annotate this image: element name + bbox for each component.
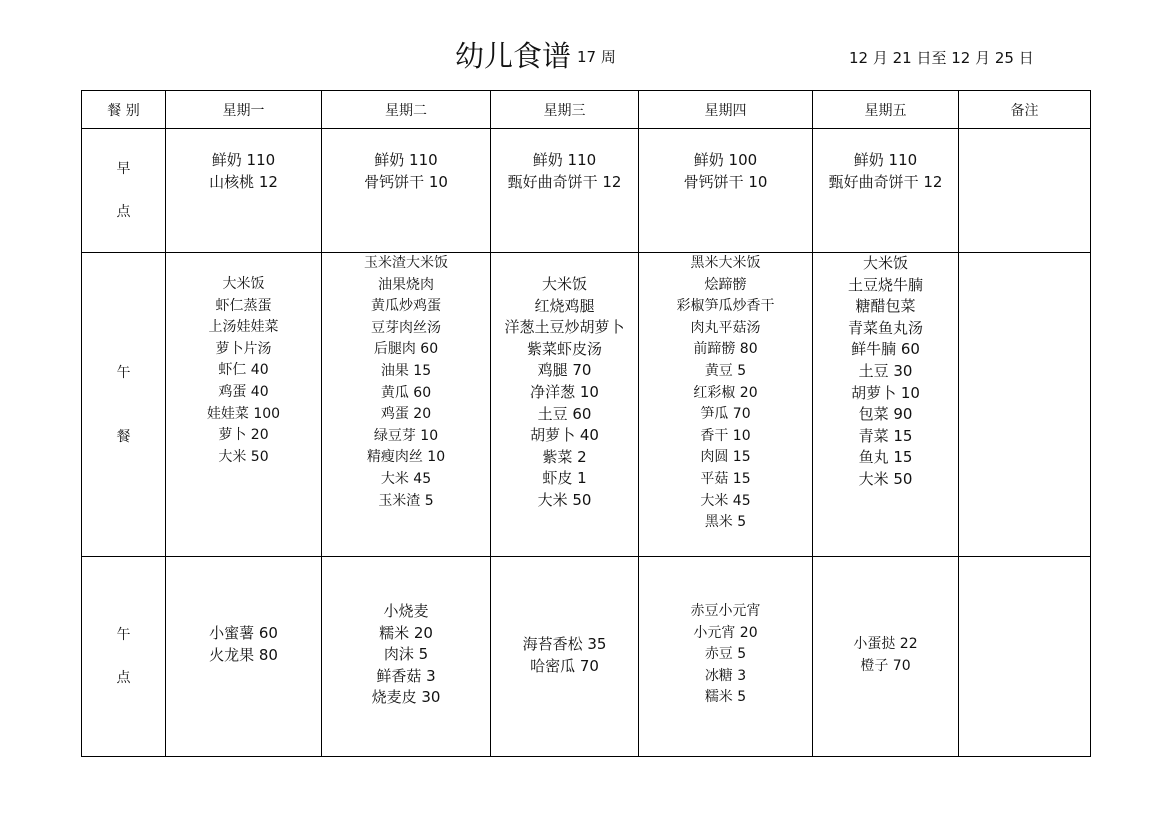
menu-item: 大米饭 — [541, 275, 587, 293]
menu-list — [684, 150, 768, 193]
menu-item: 橙子 70 — [860, 657, 911, 674]
menu-item: 黑米大米饭 — [690, 255, 761, 271]
menu-item: 玉米渣大米饭 — [364, 255, 448, 271]
menu-item: 精瘦肉丝 10 — [366, 449, 446, 466]
menu-item: 大米 45 — [700, 492, 751, 509]
meal-char: 午 — [116, 626, 131, 643]
menu-item: 小蜜薯 60 — [209, 624, 278, 642]
menu-cell — [491, 557, 639, 757]
menu-item: 冰糖 3 — [704, 667, 747, 684]
menu-item: 鲜奶 110 — [532, 151, 597, 169]
menu-item: 骨钙饼干 10 — [683, 172, 768, 191]
menu-item: 大米 45 — [380, 470, 432, 487]
menu-item: 萝卜 20 — [218, 427, 269, 444]
menu-item: 黄豆 5 — [704, 362, 747, 379]
meal-char: 餐 — [116, 428, 131, 445]
menu-item: 油果烧肉 — [378, 276, 434, 293]
menu-item: 甄好曲奇饼干 12 — [828, 172, 943, 191]
meal-char: 早 — [116, 160, 131, 177]
menu-item: 糯米 5 — [704, 689, 747, 706]
menu-item: 鲜奶 110 — [211, 151, 276, 169]
menu-item: 青菜鱼丸汤 — [847, 318, 923, 337]
menu-item: 前蹄髈 80 — [693, 341, 758, 358]
menu-cell — [813, 557, 959, 757]
menu-list — [504, 274, 624, 512]
menu-cell — [639, 129, 813, 253]
menu-item: 鲜奶 110 — [374, 151, 438, 169]
menu-item: 后腿肉 60 — [373, 341, 439, 358]
table-row — [82, 253, 1091, 557]
menu-list — [848, 253, 923, 491]
menu-item: 海苔香松 35 — [522, 635, 607, 653]
menu-item: 鲜奶 110 — [853, 151, 918, 169]
menu-list — [372, 601, 441, 709]
menu-list — [364, 253, 448, 512]
menu-item: 鲜香菇 3 — [376, 666, 436, 685]
menu-item: 鲜奶 100 — [693, 151, 758, 169]
menu-item: 绿豆芽 10 — [373, 427, 439, 444]
menu-item: 甄好曲奇饼干 12 — [507, 172, 622, 191]
menu-item: 包菜 90 — [858, 405, 913, 424]
menu-list — [691, 601, 761, 709]
menu-list — [209, 150, 278, 193]
menu-list — [508, 150, 622, 193]
menu-item: 小蛋挞 22 — [853, 636, 918, 652]
menu-table — [81, 90, 1091, 757]
menu-item: 小烧麦 — [383, 602, 429, 620]
menu-item: 红烧鸡腿 — [534, 296, 595, 315]
table-row — [82, 557, 1091, 757]
menu-cell — [491, 129, 639, 253]
menu-item: 上汤娃娃菜 — [208, 319, 279, 336]
menu-cell — [322, 557, 491, 757]
header-row — [82, 91, 1091, 129]
menu-item: 土豆 60 — [537, 404, 592, 423]
meal-char: 点 — [116, 203, 131, 220]
menu-list — [207, 274, 280, 468]
note-cell — [959, 557, 1091, 757]
menu-item: 青菜 15 — [858, 426, 913, 445]
menu-item: 哈密瓜 70 — [530, 656, 599, 675]
column-header: 星期一 — [166, 91, 322, 129]
menu-item: 洋葱土豆炒胡萝卜 — [504, 318, 625, 337]
menu-item: 糯米 20 — [379, 623, 433, 642]
menu-list — [209, 623, 278, 666]
menu-item: 鸡蛋 40 — [218, 383, 269, 400]
menu-item: 肉丸平菇汤 — [690, 319, 761, 336]
menu-item: 肉圆 15 — [700, 449, 751, 466]
menu-item: 彩椒笋瓜炒香干 — [676, 298, 775, 315]
menu-item: 火龙果 80 — [209, 645, 278, 664]
menu-item: 胡萝卜 40 — [530, 426, 599, 445]
menu-item: 赤豆小元宵 — [690, 603, 761, 619]
menu-cell — [813, 129, 959, 253]
column-header: 星期四 — [639, 91, 813, 129]
menu-item: 烩蹄髈 — [704, 276, 747, 293]
menu-item: 笋瓜 70 — [700, 406, 751, 423]
menu-item: 玉米渣 5 — [378, 492, 434, 509]
menu-list — [829, 150, 943, 193]
menu-item: 骨钙饼干 10 — [364, 172, 448, 191]
menu-cell — [639, 557, 813, 757]
column-header: 星期三 — [491, 91, 639, 129]
menu-item: 萝卜片汤 — [215, 340, 272, 357]
page-title — [455, 34, 616, 75]
menu-item: 油果 15 — [380, 362, 432, 379]
menu-item: 黄瓜炒鸡蛋 — [371, 298, 441, 315]
menu-list — [677, 253, 775, 534]
note-cell — [959, 129, 1091, 253]
menu-item: 大米 50 — [537, 490, 592, 509]
title-text: 幼儿食谱 — [455, 39, 572, 73]
menu-item: 鸡蛋 20 — [380, 406, 432, 423]
menu-item: 黄瓜 60 — [380, 384, 432, 401]
meal-label — [82, 253, 166, 557]
menu-item: 虾仁 40 — [218, 362, 269, 379]
menu-list — [364, 150, 448, 193]
column-header: 星期二 — [322, 91, 491, 129]
meal-label — [82, 129, 166, 253]
menu-item: 虾皮 1 — [542, 469, 587, 488]
meal-char: 点 — [116, 669, 131, 686]
menu-item: 赤豆 5 — [704, 646, 747, 663]
menu-item: 紫菜 2 — [542, 447, 587, 466]
menu-item: 大米饭 — [862, 254, 908, 272]
menu-cell — [166, 557, 322, 757]
menu-item: 娃娃菜 100 — [206, 405, 281, 422]
menu-item: 豆芽肉丝汤 — [371, 319, 441, 336]
menu-item: 净洋葱 10 — [530, 382, 599, 401]
menu-item: 虾仁蒸蛋 — [215, 297, 272, 314]
menu-item: 鸡腿 70 — [537, 361, 592, 380]
menu-item: 红彩椒 20 — [693, 384, 758, 401]
menu-item: 香干 10 — [700, 427, 751, 444]
menu-item: 小元宵 20 — [693, 624, 758, 641]
menu-list — [523, 634, 607, 677]
column-header: 备注 — [959, 91, 1091, 129]
menu-item: 山核桃 12 — [209, 172, 278, 191]
menu-item: 土豆 30 — [858, 361, 913, 380]
menu-item: 肉沫 5 — [383, 645, 429, 664]
menu-item: 胡萝卜 10 — [851, 383, 920, 402]
menu-cell — [166, 129, 322, 253]
menu-item: 鱼丸 15 — [858, 448, 913, 467]
week-number: 17 周 — [577, 48, 616, 66]
table-row — [82, 129, 1091, 253]
menu-item: 土豆烧牛腩 — [847, 275, 923, 294]
meal-char: 午 — [116, 364, 131, 381]
menu-item: 大米 50 — [858, 469, 913, 488]
menu-item: 紫菜虾皮汤 — [526, 339, 602, 358]
menu-cell — [166, 253, 322, 557]
menu-item: 大米饭 — [222, 276, 265, 292]
menu-cell — [813, 253, 959, 557]
column-header: 餐 别 — [82, 91, 166, 129]
menu-item: 黑米 5 — [704, 514, 747, 531]
menu-cell — [491, 253, 639, 557]
menu-list — [853, 634, 917, 677]
note-cell — [959, 253, 1091, 557]
menu-cell — [322, 253, 491, 557]
meal-label — [82, 557, 166, 757]
menu-item: 糖醋包菜 — [855, 297, 916, 316]
menu-item: 鲜牛腩 60 — [851, 340, 920, 359]
menu-item: 烧麦皮 30 — [371, 688, 441, 707]
menu-item: 平菇 15 — [700, 470, 751, 487]
column-header: 星期五 — [813, 91, 959, 129]
menu-item: 大米 50 — [218, 448, 269, 465]
menu-cell — [322, 129, 491, 253]
date-range: 12 月 21 日至 12 月 25 日 — [849, 49, 1034, 67]
menu-cell — [639, 253, 813, 557]
